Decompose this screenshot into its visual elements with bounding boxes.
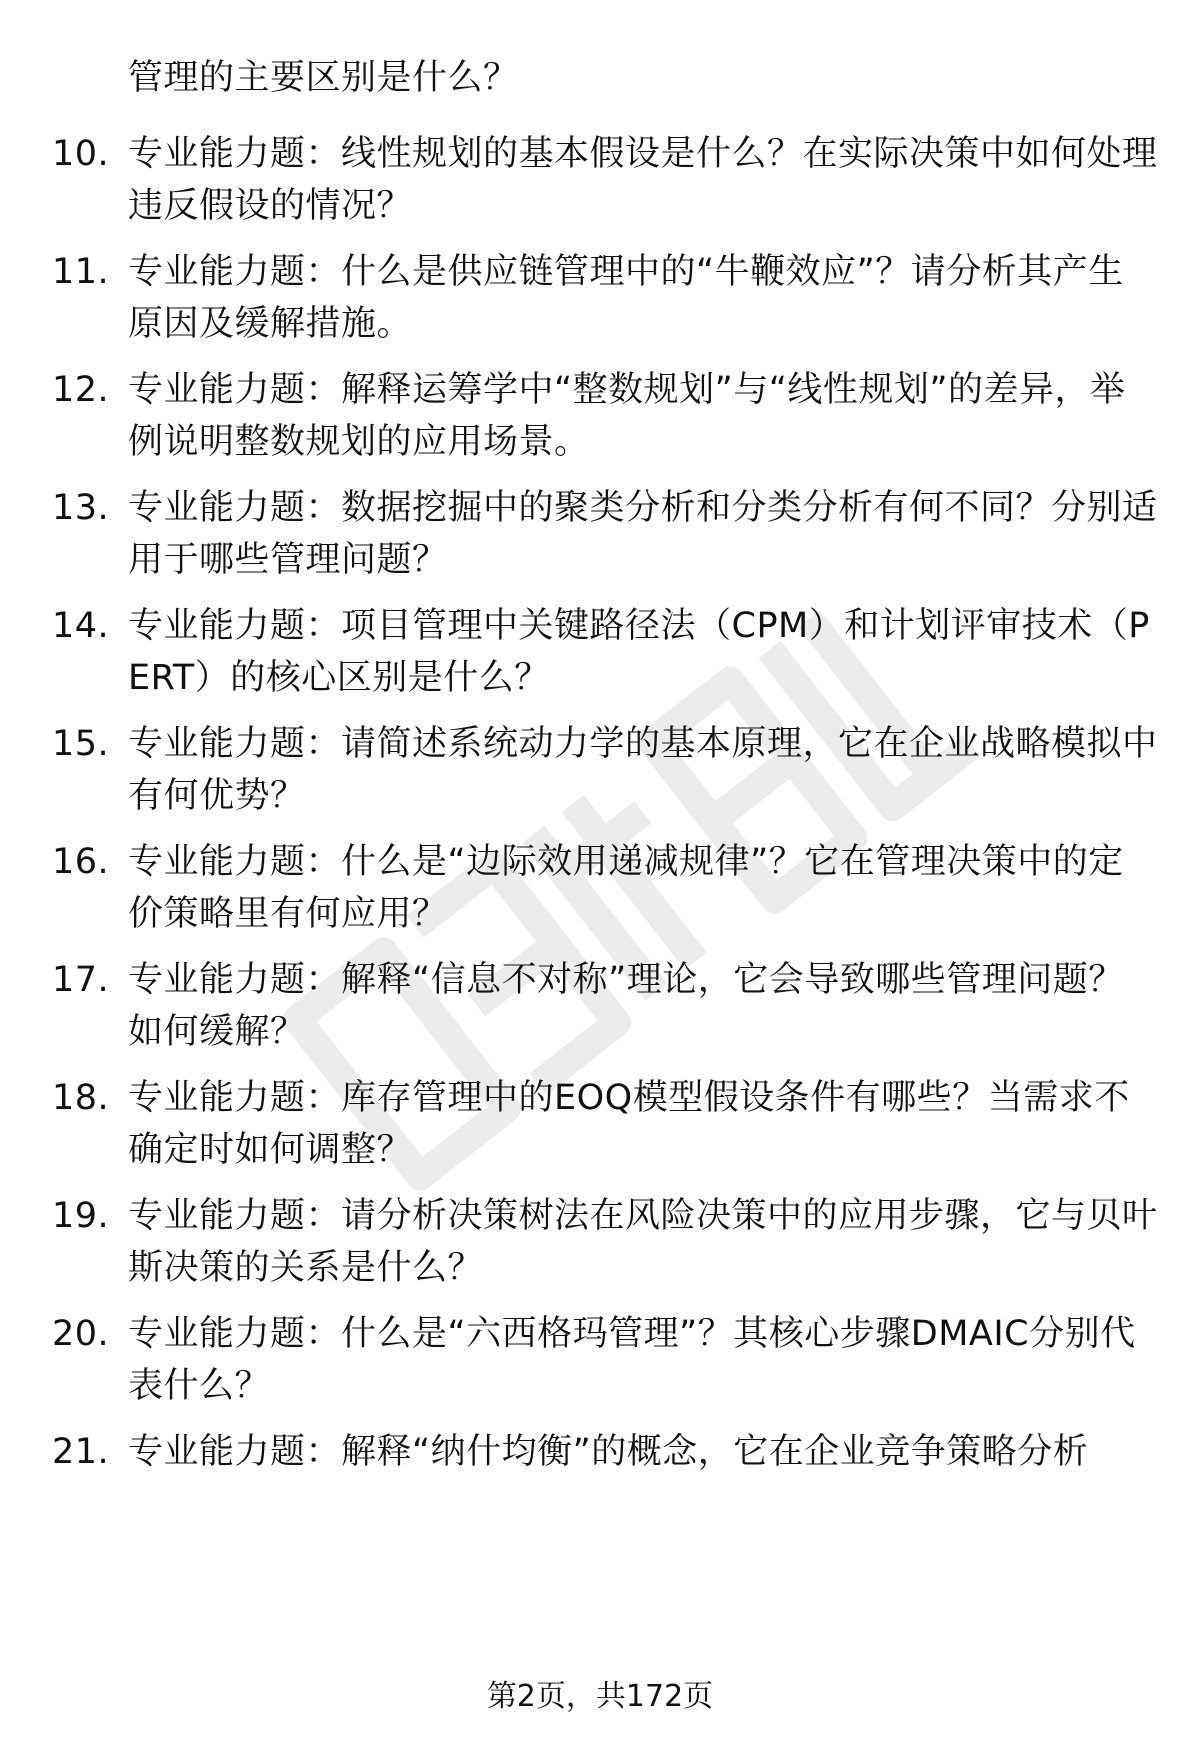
item-number: 10. — [52, 134, 110, 174]
item-number: 12. — [52, 370, 110, 410]
item-number: 11. — [52, 252, 110, 292]
item-number: 17. — [52, 960, 110, 1000]
item-text: 管理的主要区别是什么？ — [128, 58, 519, 98]
item-number: 19. — [52, 1196, 110, 1236]
item-text: 专业能力题：项目管理中关键路径法（CPM）和计划评审技术（PERT）的核心区别是什么？ — [128, 606, 1150, 698]
item-number: 21. — [52, 1432, 110, 1472]
item-text: 专业能力题：什么是“边际效用递减规律”？它在管理决策中的定价策略里有何应用？ — [128, 842, 1124, 934]
page-footer: 第2页，共172页 — [486, 1679, 714, 1714]
item-number: 16. — [52, 842, 110, 882]
item-text: 专业能力题：线性规划的基本假设是什么？在实际决策中如何处理违反假设的情况？ — [128, 134, 1158, 226]
item-text: 专业能力题：解释“纳什均衡”的概念，它在企业竞争策略分析 — [128, 1432, 1089, 1472]
item-number: 14. — [52, 606, 110, 646]
item-number: 13. — [52, 488, 110, 528]
item-text: 专业能力题：什么是“六西格玛管理”？其核心步骤DMAIC分别代表什么？ — [128, 1314, 1136, 1406]
item-number: 20. — [52, 1314, 110, 1354]
item-number: 15. — [52, 724, 110, 764]
item-text: 专业能力题：解释运筹学中“整数规划”与“线性规划”的差异，举例说明整数规划的应用场景。 — [128, 370, 1126, 462]
item-text: 专业能力题：解释“信息不对称”理论，它会导致哪些管理问题？如何缓解？ — [128, 960, 1124, 1052]
item-text: 专业能力题：请分析决策树法在风险决策中的应用步骤，它与贝叶斯决策的关系是什么？ — [128, 1196, 1158, 1288]
item-text: 专业能力题：什么是供应链管理中的“牛鞭效应”？请分析其产生原因及缓解措施。 — [128, 252, 1124, 344]
item-text: 专业能力题：请简述系统动力学的基本原理，它在企业战略模拟中有何优势？ — [128, 724, 1158, 816]
item-number: 18. — [52, 1078, 110, 1118]
item-text: 专业能力题：库存管理中的EOQ模型假设条件有哪些？当需求不确定时如何调整？ — [128, 1078, 1130, 1170]
item-text: 专业能力题：数据挖掘中的聚类分析和分类分析有何不同？分别适用于哪些管理问题？ — [128, 488, 1158, 580]
